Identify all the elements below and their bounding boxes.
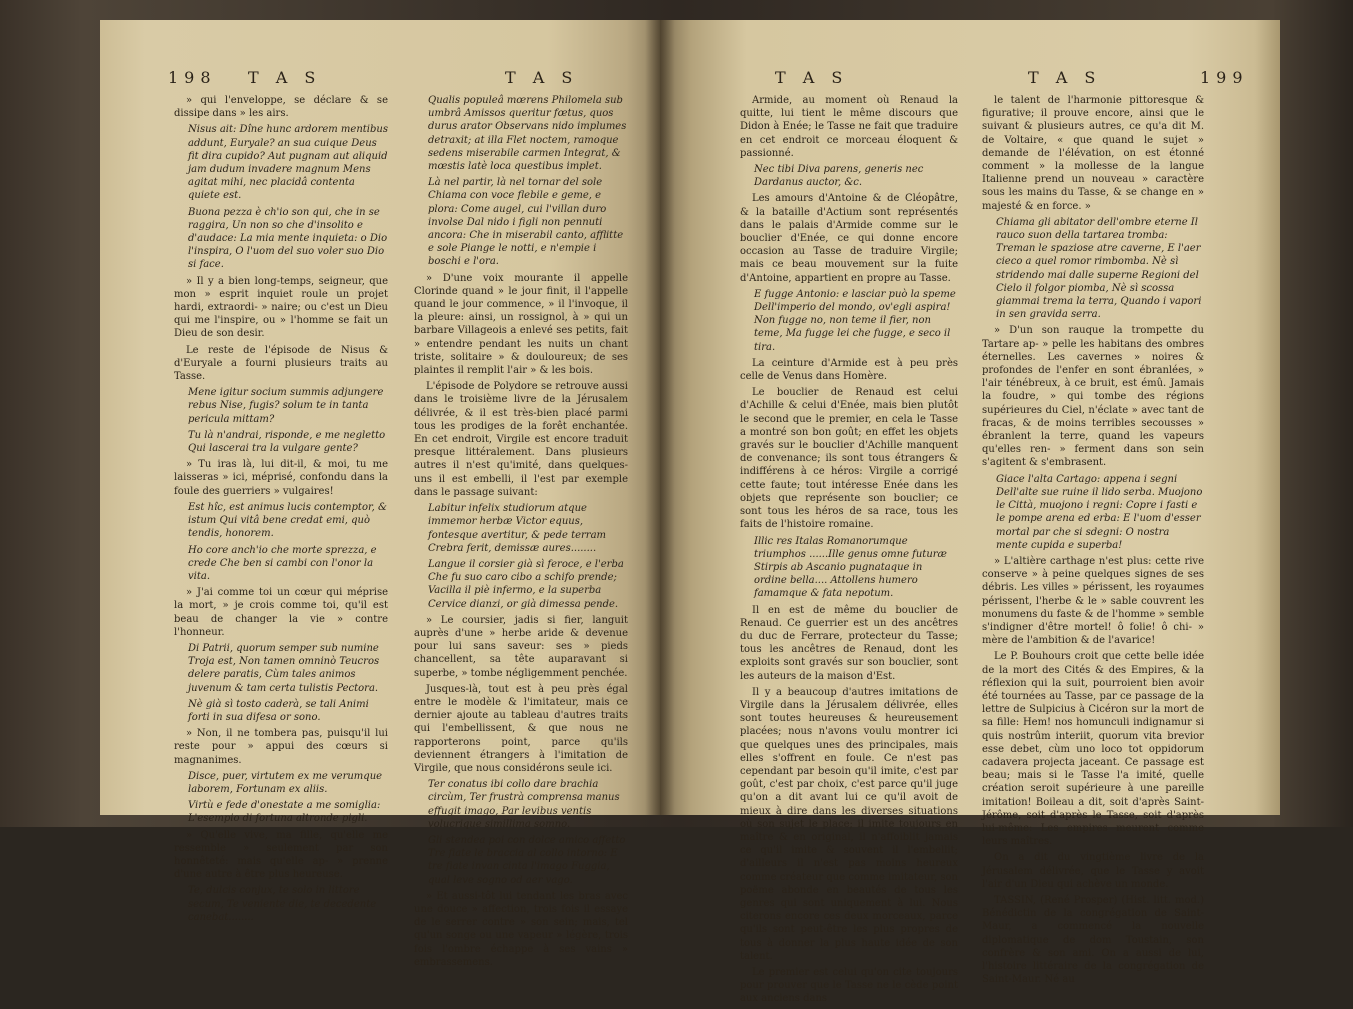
quotation: Chiama gli abitator dell'ombre eterne Il rauco suon della tartarea tromba: Treman le spaziose atre caverne, E l'aer cieco a quel romor rimbomba. Nè sì stridendo mai dalle superne Regioni del Cielo il folgor piomba, Nè sì scossa giammai trema la terra, Quando i vapori in sen gravida serra. — [996, 216, 1202, 321]
quotation: Nisus ait: Dîne hunc ardorem mentibus addunt, Euryale? an sua cuique Deus fit dira cupido? Aut pugnam aut aliquid jam dudum invadere magnum Mens agitat mihi, nec placidâ contenta quiete est. — [188, 124, 388, 202]
quotation: Est hîc, est animus lucis contemptor, & istum Qui vitâ bene credat emi, quò tendis, honorem. — [188, 501, 387, 540]
paragraph: Jusques-là, tout est à peu près égal entre le modèle & l'imitateur, mais ce dernier ajoute au tableau d'autres traits qui l'embellissent, & que nous ne rapporterons point, parce qu'ils deviennent étrangers à l'imitation de Virgile, que nous considérons seule ici. — [414, 683, 628, 774]
paragraph: La ceinture d'Armide est à peu près celle de Venus dans Homère. — [740, 357, 958, 383]
page-number: 199 — [1200, 68, 1249, 87]
quotation: Nec tibi Diva parens, generis nec Dardanus auctor, &c. — [754, 164, 924, 189]
quotation: Buona pezza è ch'io son qui, che in se raggira, Un non so che d'insolito e d'audace: La mia mente inquieta: o Dio l'inspira, O l'uom del suo voler suo Dio si face. — [188, 206, 388, 271]
paragraph: Armide, au moment où Renaud la quitte, lui tient le même discours que Didon à Enée; le Tasse ne fait que traduire en cet endroit ce morceau éloquent & passionné. — [740, 95, 958, 159]
page-number: 198 — [168, 68, 217, 87]
paragraph: Il en est de même du bouclier de Renaud. Ce guerrier est un des ancêtres du duc de Ferrare, protecteur du Tasse; tous les ancêtres de Renaud, dont les exploits sont gravés sur son bouclier, sont les auteurs de la maison d'Est. — [740, 604, 958, 682]
quotation: Te, dulcis conjux, te solo in littore secum, Te veniente die, te decedente canebat........ — [188, 885, 377, 923]
paragraph: L'épisode de Polydore se retrouve aussi dans le troisième livre de la Jérusalem délivrée, & il est très-bien placé parmi tous les prodiges de la forêt enchantée. En cet endroit, Virgile est encore traduit presque littéralement. Dans plusieurs autres il n'est qu'imité, dans quelques-uns il est embelli, il l'est par exemple dans le passage suivant: — [414, 381, 628, 498]
paragraph: » L'altière carthage n'est plus: cette rive conserve » à peine quelques signes de ses débris. Les villes » périssent, les royaumes périssent, l'herbe & le » sable couvrent les monumens du faste & de l'homme » semble s'indigner d'être mortel! ô folie! ô chi- » mère de l'ambition & de l'avarice! — [982, 555, 1204, 647]
paragraph: Le premier est celui qu'on cite toujours pour prouver que le Tasse ne le cède point aux anciens dans — [740, 967, 958, 1005]
quotation: Mene igitur socium summis adjungere rebus Nise, fugis? solum te in tanta pericula mittam? — [188, 387, 384, 425]
paragraph: » Le coursier, jadis si fier, languit auprès d'une » herbe aride & devenue pour lui sans saveur: ses » pieds chancellent, sa tête auparavant si superbe, » tombe négligemment penchée. — [414, 614, 628, 679]
quotation: E fugge Antonio: e lasciar può la speme Dell'imperio del mondo, ov'egli aspira! Non fugge no, non teme il fier, non teme, Ma fugge lei che fugge, e seco il tira. — [754, 288, 956, 353]
paragraph: » D'un son rauque la trompette du Tartare ap- » pelle les habitans des ombres éternelles. Les cavernes » noires & profondes de l'enfer en sont ébranlées, » l'air ténébreux, à ce bruit, est émû. Jamais la foudre, » qui tombe des régions supérieures du Ciel, n'éclate » avec tant de fracas, & de moins terribles secousses » ébranlent la terre, quand les vapeurs qu'elles ren- » ferment dans son sein s'agitent & s'embrasent. — [982, 325, 1204, 469]
paragraph: » qui l'enveloppe, se déclare & se dissipe dans » les airs. — [174, 95, 388, 120]
running-head: T A S — [1028, 68, 1102, 87]
open-book — [100, 20, 1280, 1005]
running-head: T A S — [505, 68, 579, 87]
paragraph: » J'ai comme toi un cœur qui méprise la mort, » je crois comme toi, qu'il est beau de changer la vie » contre l'honneur. — [174, 587, 388, 638]
text-column-1 — [174, 94, 388, 927]
quotation: Qualis populeâ mœrens Philomela sub umbrâ Amissos queritur fœtus, quos durus arator Observans nido implumes detraxit; at illa Flet noctem, ramoque sedens miserabile carmen Integrat, & mœstis latè loca questibus implet. — [428, 95, 627, 173]
quotation: Virtù e fede d'onestate a me somiglia: L'esempio di fortuna altronde pigli. — [188, 800, 381, 825]
paragraph: Le P. Bouhours croit que cette belle idée de la mort des Cités & des Empires, & la réflexion qui la suit, pourroient bien avoir été tournées au Tasse, par ce passage de la lettre de Sulpicius à Cicéron sur la mort de sa fille: Hem! nos homunculi indignamur si quis nostrûm interiit, quorum vita brevior esse debet, cùm uno loco tot oppidorum cadavera projecta jaceant. Ce passage est beau; mais si le Tasse l'a imité, quelle création seroit supérieure à une pareille imitation! Boileau a dit, soit d'après Saint-Jérôme, soit d'après le Tasse, soit d'après lui-même: Les empires meurent comme leurs maîtres. — [982, 651, 1204, 848]
text-column-2 — [982, 94, 1204, 989]
paragraph: Le reste de l'épisode de Nisus & d'Euryale a fourni plusieurs traits au Tasse. — [174, 344, 388, 383]
text-column-1 — [740, 94, 958, 1009]
paragraph: TASSIN, (René Prosper) (Hist. litt. mod.) Bénédictin de la congrégation de Saint-Maur, a commencé la nouvelle diplomatique de dom Toustain, son confrère & son ami. On a aussi de lui, l'histoire littéraire de la congrégation de Saint-Maur. Né au — [982, 894, 1204, 986]
paragraph: Le bouclier de Renaud est celui d'Achille & celui d'Enée, mais bien plutôt le second que le premier, en cela le Tasse a montré son bon goût; en effet les objets gravés sur le bouclier d'Achille manquent de convenance; ils sont tous étrangers & indifférens à ce héros: Virgile a corrigé cette faute; tout intéresse Enée dans les objets que représente son bouclier; ce sont tous les héros de sa race, tous les faits de l'histoire romaine. — [740, 387, 958, 531]
quotation: Nè già sì tosto caderà, se tali Animi forti in sua difesa or sono. — [188, 698, 369, 723]
left-page — [100, 20, 660, 968]
paragraph: » Et aussi-tôt lui tendant les bras avec une douce » affection, trois fois il essaye de le serrer contre » son sein; mais, tel qu'un songe ou une vapeur » légère, trois fois l'ombre échappe à ses vains » embrassemens. — [414, 890, 628, 968]
paragraph: On a dit du vingtième livre de la Jérusalem délivrée, que le Tasse y avoit l'air d'un Dieu qui achève un monde. — [982, 852, 1204, 890]
quotation: Disce, puer, virtutem ex me verumque laborem, Fortunam ex aliis. — [188, 770, 383, 795]
book-gutter — [645, 20, 675, 815]
paragraph: » Non, il ne tombera pas, puisqu'il lui reste pour » appui des cœurs si magnanimes. — [174, 728, 388, 766]
quotation: Langue il corsier già sì feroce, e l'erba Che fu suo caro cibo a schifo prende; Vacilla il piè infermo, e la superba Cervice dianzi, or già dimessa pende. — [428, 558, 624, 610]
quotation: Illic res Italas Romanorumque triumphos ......Ille genus omne futuræ Stirpis ab Ascanio pugnataque in ordine bella.... Attollens humero famamque & fata nepotum. — [754, 535, 947, 600]
paragraph: » Tu iras là, lui dit-il, & moi, tu me laisseras » ici, méprisé, confondu dans la foule des guerriers » vulgaires! — [174, 459, 388, 497]
text-column-2 — [414, 94, 628, 972]
paragraph: le talent de l'harmonie pittoresque & figurative; il prouve encore, ainsi que le suivant & plusieurs autres, ce qu'a dit M. de Voltaire, « que quand le sujet » demande de l'élévation, on est étonné comment » la mollesse de la langue Italienne prend un nouveau » caractère sous les mains du Tasse, & se change en » majesté & en force. » — [982, 95, 1204, 212]
paragraph: » Qu'elle vive, ma fille, qu'elle me ressemble » seulement par son honnêteté: mais qu'elle ap- » prenne d'une autre à être plus heureuse. — [174, 829, 388, 881]
quotation: Là nel partir, là nel tornar del sole Chiama con voce flebile e geme, e plora: Come augel, cui l'villan duro involse Dal nido i figli non pennuti ancora: Che in miserabil canto, afflitte e sole Piange le notti, e n'empie i boschi e l'ora. — [428, 177, 624, 268]
paragraph: Les amours d'Antoine & de Cléopâtre, & la bataille d'Actium sont représentés dans le palais d'Armide comme sur le bouclier d'Enée, ce qui donne encore occasion au Tasse de traduire Virgile; mais ce beau mouvement sur la fuite d'Antoine, appartient en propre au Tasse. — [740, 193, 958, 284]
quotation: Giace l'alta Cartago: appena i segni Dell'alte sue ruine il lido serba. Muojono le Città, muojono i regni: Copre i fasti e le pompe arena ed erba: E l'uom d'esser mortal par che si sdegni: O nostra mente cupida e superba! — [996, 473, 1203, 551]
right-page — [660, 20, 1280, 1005]
running-head: T A S — [248, 68, 322, 87]
quotation: Di Patrii, quorum semper sub numine Troja est, Non tamen omninò Teucros delere paratis, Cùm tales animos juvenum & tam certa tulistis Pectora. — [188, 642, 380, 694]
quotation: Gli stendea poi con dolce amico affetto Tre fiate le braccia al collo intorno: E tre fiate invan cinta l'imago Fuggia, qual leve sogno od aer vago. — [428, 834, 626, 886]
paragraph: Il y a beaucoup d'autres imitations de Virgile dans la Jérusalem délivrée, elles sont toutes heureuses & heureusement placées; nous n'avons voulu montrer ici que quelques unes des principales, mais elles s'offrent en foule. Ce n'est pas cependant par besoin qu'il imite, c'est par goût, c'est par choix, c'est parce qu'il juge qu'on a dit avant lui ce qu'il avoit de mieux à dire dans les diverses situations où son sujet le place; il imite toujours en maître & en original, il n'affoiblit jamais ce qu'il imite & souvent il l'embellit; d'ailleurs il n'est pas moins heureux comme créateur que comme imitateur, son poëme abonde en beautés de tous les genres qui sont uniquement à lui. Nous citerons encore ces deux morceaux, parce qu'ils sont peut-être les plus propres de tous à donner la plus haute idée de son talent. — [740, 686, 958, 962]
running-head: T A S — [775, 68, 849, 87]
quotation: Tu là n'andrai, risponde, e me negletto Qui lascerai tra la vulgare gente? — [188, 429, 386, 455]
quotation: Ter conatus ibi collo dare brachia circùm, Ter frustrà comprensa manus effugit imago, Par levibus ventis volucrique simillima somno. — [428, 779, 620, 830]
quotation: Ho core anch'io che morte sprezza, e crede Che ben si cambi con l'onor la vita. — [188, 544, 377, 582]
paragraph: » Il y a bien long-temps, seigneur, que mon » esprit inquiet roule un projet hardi, extraordi- » naire; ou c'est un Dieu qui me l'inspire, ou » l'homme se fait un Dieu de son desir. — [174, 275, 388, 340]
paragraph: » D'une voix mourante il appelle Clorinde quand » le jour finit, il l'appelle quand le jour commence, » il l'invoque, il la pleure: ainsi, un rossignol, à » qui un barbare Villageois a enlevé ses petits, fait » entendre pendant les nuits un chant triste, solitaire » & douloureux; de ses plaintes il remplit l'air » & les bois. — [414, 272, 628, 377]
quotation: Labitur infelix studiorum atque immemor herbæ Victor equus, fontesque avertitur, & pede terram Crebra ferit, demissæ aures........ — [428, 503, 607, 554]
